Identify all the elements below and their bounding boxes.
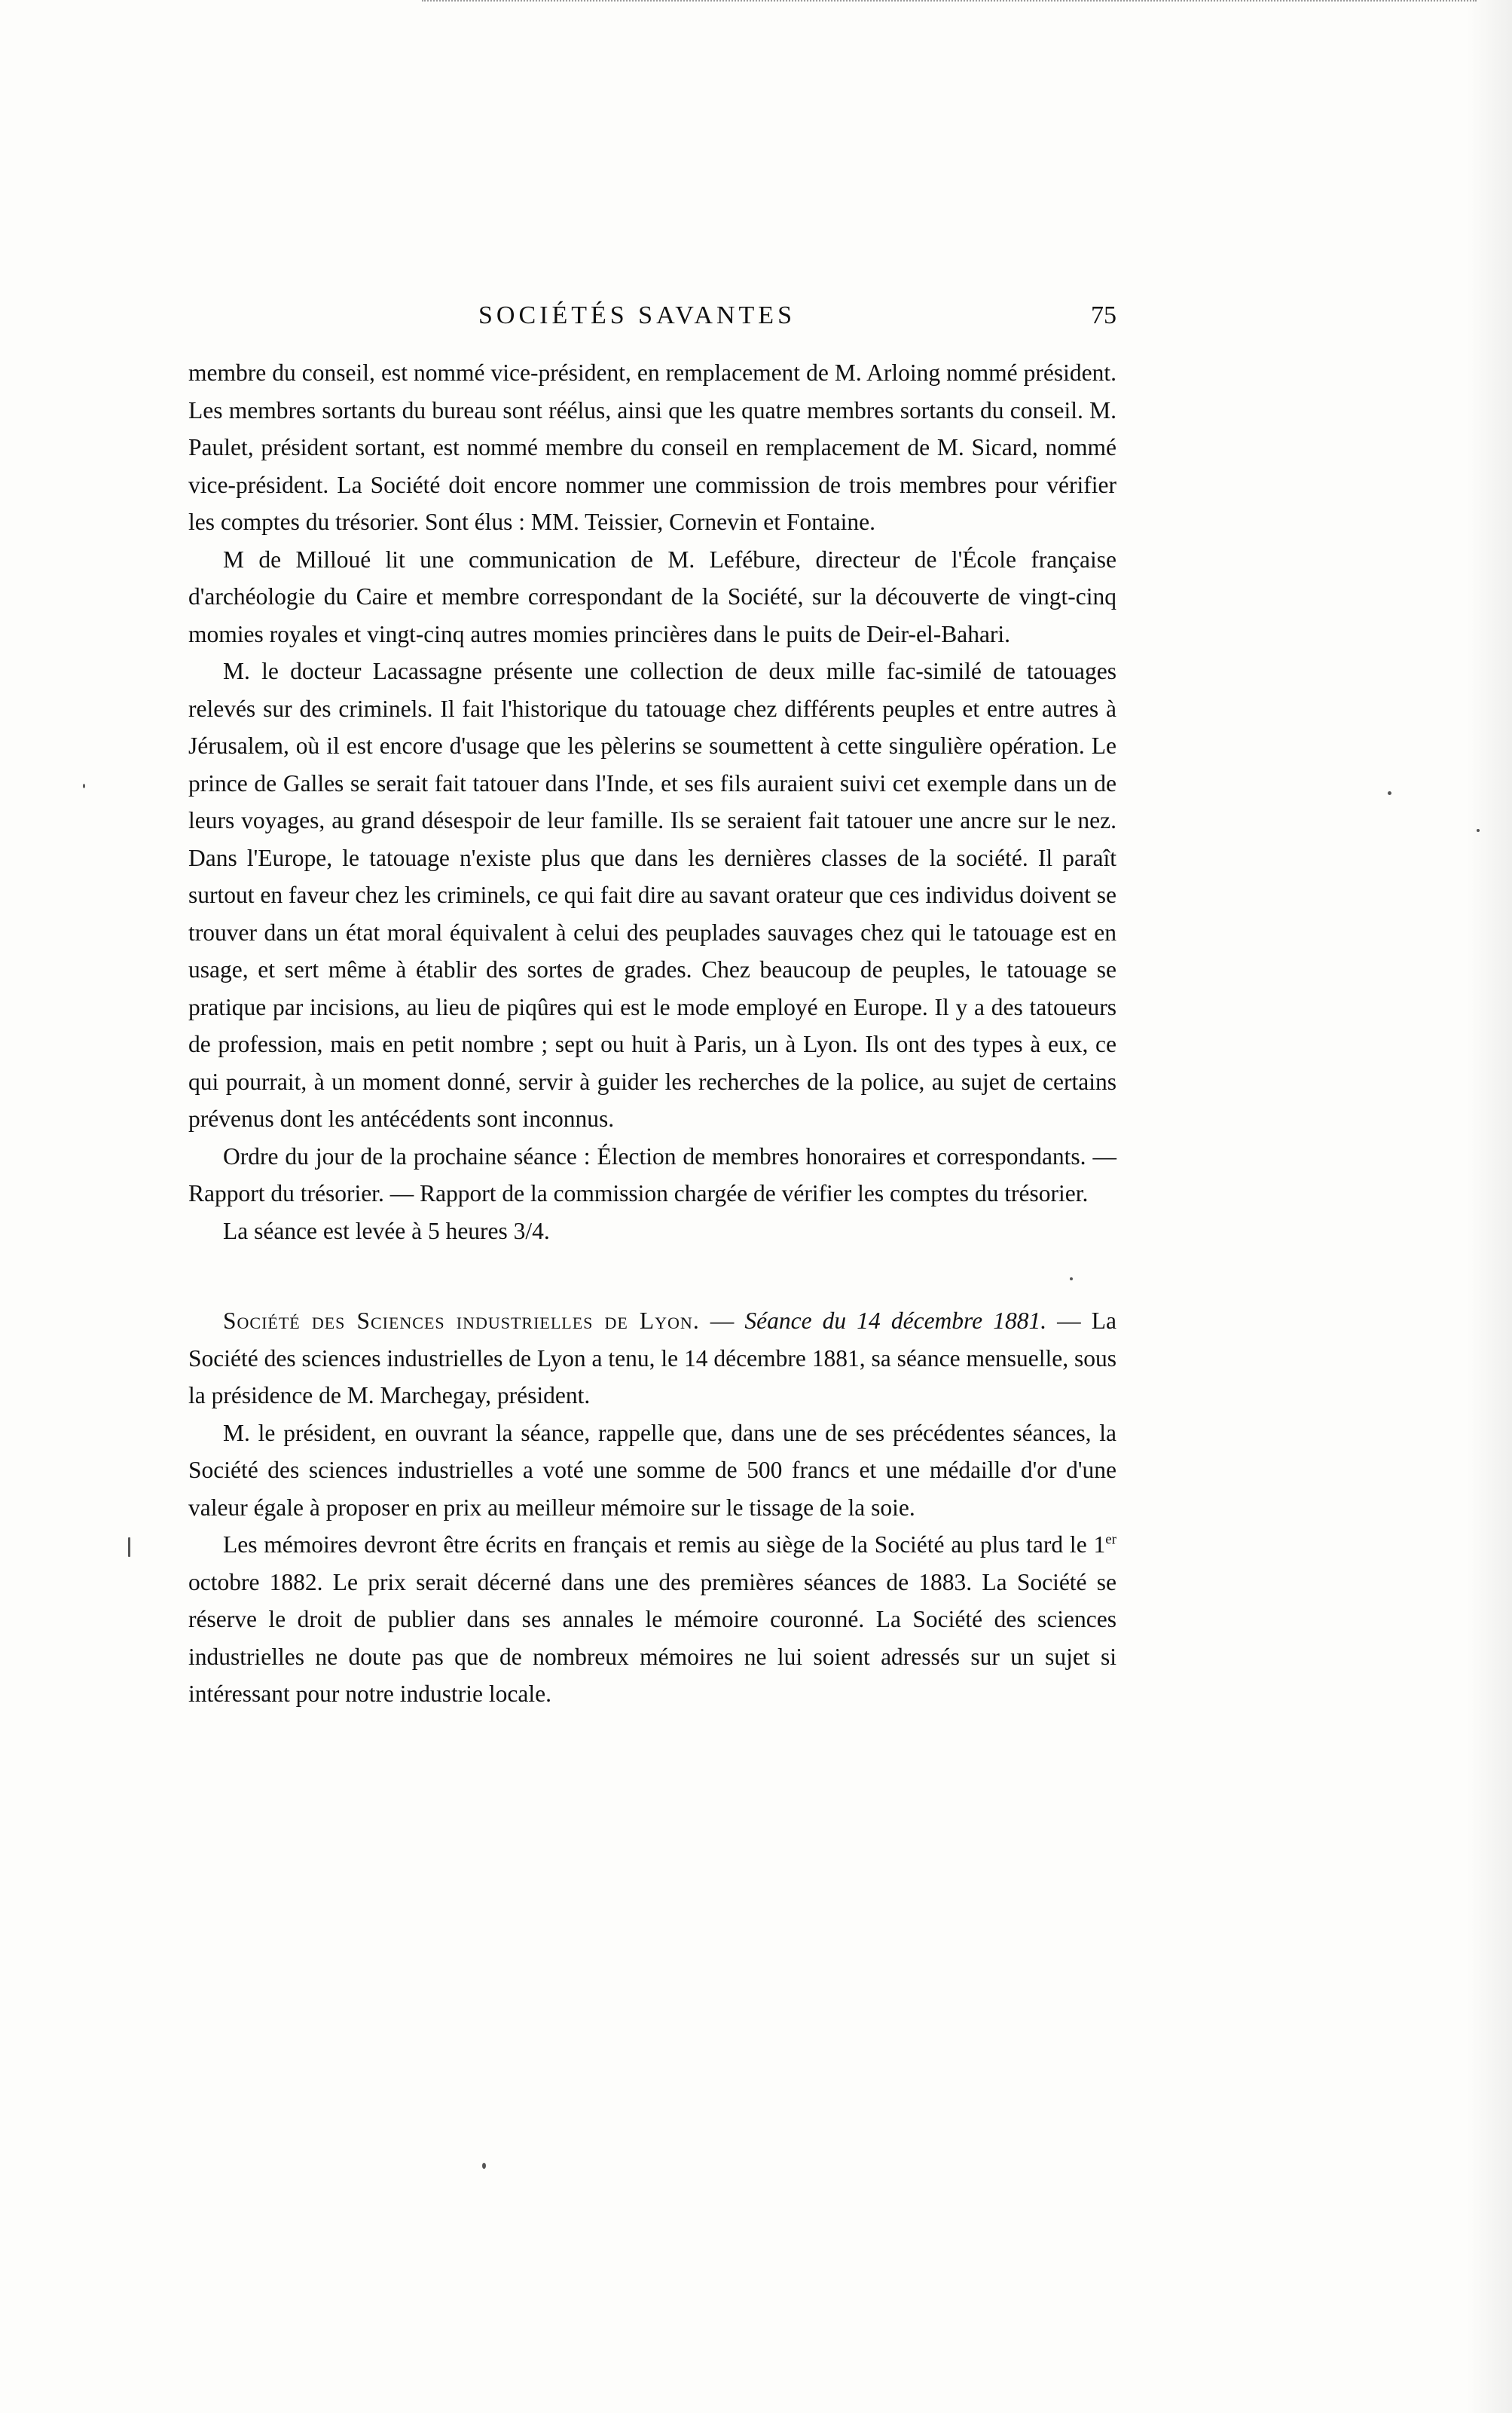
page-number: 75	[1091, 301, 1116, 329]
scan-speck	[1388, 791, 1391, 795]
scan-speck	[1070, 1277, 1073, 1280]
section-gap	[188, 1249, 1116, 1302]
scan-artifact-line	[422, 0, 1477, 6]
paragraph-memoires	[188, 1526, 1116, 1713]
paragraph-seance-levee: La séance est levée à 5 heures 3/4.	[223, 1217, 550, 1244]
paragraph-societe-lyon-text: La Société des sciences industrielles de Lyon a tenu, le 14 décembre 1881, sa séance mensuelle, sous la présidence de M. Marchegay, président.	[188, 1307, 1117, 1408]
paragraph-societe-lyon	[188, 1302, 1116, 1414]
body-text	[188, 354, 1116, 1713]
paragraph-ordre-du-jour: Ordre du jour de la prochaine séance : Élection de membres honoraires et correspondants. — Rapport du trésorier. — Rapport de la commission chargée de vérifier les comptes du trésorier.	[188, 1142, 1116, 1206]
paragraph-president: M. le président, en ouvrant la séance, rappelle que, dans une de ses précédentes séances, la Société des sciences industrielles a voté une somme de 500 francs et une médaille d'or d'une valeur égale à proposer en prix au meilleur mémoire sur le tissage de la soie.	[188, 1419, 1116, 1521]
scan-speck	[128, 1537, 130, 1557]
paragraph-milloue: M de Milloué lit une communication de M. Lefébure, directeur de l'École française d'archéologie du Caire et membre correspondant de la Société, sur la découverte de vingt-cinq momies royales et vingt-cinq autres momies princières dans le puits de Deir-el-Bahari.	[188, 546, 1116, 647]
superscript-er: er	[1105, 1531, 1116, 1548]
scan-speck	[482, 2163, 486, 2169]
paragraph-memoires-a: Les mémoires devront être écrits en français et remis au siège de la Société au plus tard le 1	[223, 1531, 1106, 1558]
paragraph-conseil: membre du conseil, est nommé vice-président, en remplacement de M. Arloing nommé président. Les membres sortants du bureau sont réélus, ainsi que les quatre membres sortants du conseil. M. Paulet, président sortant, est nommé membre du conseil en remplacement de M. Sicard, nommé vice-président. La Société doit encore nommer une commission de trois membres pour vérifier les comptes du trésorier. Sont élus : MM. Teissier, Cornevin et Fontaine.	[188, 359, 1116, 535]
section-heading: Société des Sciences industrielles de Lyon.	[223, 1307, 700, 1334]
paragraph-lacassagne: M. le docteur Lacassagne présente une collection de deux mille fac-similé de tatouages relevés sur des criminels. Il fait l'historique du tatouage chez différents peuples et entre autres à Jérusalem, où il est encore d'usage que les pèlerins se soumettent à cette singulière opération. Le prince de Galles se serait fait tatouer dans l'Inde, et ses fils auraient suivi cet exemple dans un de leurs voyages, au grand désespoir de leur famille. Ils se seraient fait tatouer une ancre sur le nez. Dans l'Europe, le tatouage n'existe plus que dans les dernières classes de la société. Il paraît surtout en faveur chez les criminels, ce qui fait dire au savant orateur que ces individus doivent se trouver dans un état moral équivalent à celui des peuplades sauvages chez qui le tatouage est en usage, et sert même à établir des sortes de grades. Chez beaucoup de peuples, le tatouage se pratique par incisions, au lieu de piqûres qui est le mode employé en Europe. Il y a des tatoueurs de profession, mais en petit nombre ; sept ou huit à Paris, un à Lyon. Ils ont des types à eux, ce qui pourrait, à un moment donné, servir à guider les recherches de la police, au sujet de certains prévenus dont les antécédents sont inconnus.	[188, 658, 1116, 1132]
heading-dash: —	[699, 1307, 745, 1334]
seance-date: Séance du 14 décembre 1881.	[744, 1307, 1047, 1334]
paragraph-memoires-b: octobre 1882. Le prix serait décerné dans une des premières séances de 1883. La Société se réserve le droit de publier dans ses annales le mémoire couronné. La Société des sciences industrielles ne doute pas que de nombreux mémoires ne lui soient adressés sur un sujet si intéressant pour notre industrie locale.	[188, 1568, 1116, 1707]
page-header	[188, 301, 1116, 347]
scan-speck	[83, 784, 85, 788]
running-title: SOCIÉTÉS SAVANTES	[478, 301, 796, 329]
heading-dash: —	[1046, 1307, 1092, 1334]
scan-edge-shadow	[1467, 0, 1512, 2413]
scan-speck	[1477, 829, 1480, 832]
